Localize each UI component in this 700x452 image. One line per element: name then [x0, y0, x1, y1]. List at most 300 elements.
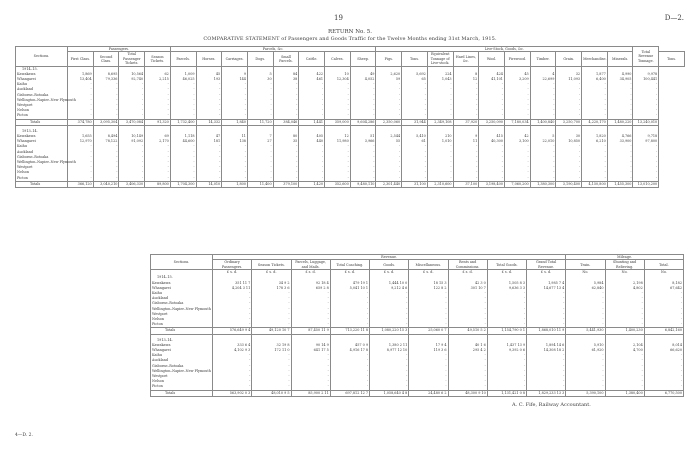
- table-cell: 41,101: [479, 77, 505, 82]
- table-cell: -: [633, 103, 659, 108]
- table-cell: 659 2 8: [291, 286, 330, 291]
- table-cell: -: [299, 108, 325, 113]
- table-cell: -: [145, 165, 171, 170]
- totals-cell: 1,480,220: [607, 119, 633, 125]
- table-cell: -: [633, 170, 659, 175]
- table-cell: -: [427, 165, 453, 170]
- table-cell: -: [68, 170, 94, 175]
- section-name: Gisborne–Rotoaka: [16, 155, 68, 160]
- table-cell: -: [582, 113, 608, 119]
- table-cell: -: [291, 353, 330, 358]
- totals-cell: 1,420: [299, 181, 325, 187]
- table-cell: -: [222, 150, 248, 155]
- table-cell: -: [370, 307, 409, 312]
- table-cell: -: [299, 170, 325, 175]
- table-cell: -: [566, 358, 605, 363]
- table-cell: -: [582, 176, 608, 182]
- table-cell: -: [582, 170, 608, 175]
- totals-cell: 6,842,160: [644, 328, 683, 334]
- table-cell: -: [427, 176, 453, 182]
- totals-cell: 48,010 9 5: [252, 390, 291, 396]
- table-cell: 2,544: [376, 134, 402, 139]
- table-cell: 4,052: [350, 77, 376, 82]
- table-cell: 9,636 3 3: [487, 286, 526, 291]
- table-cell: -: [291, 322, 330, 328]
- table-cell: -: [350, 170, 376, 175]
- table-cell: 8,977 12 10: [370, 348, 409, 353]
- table-cell: -: [504, 103, 530, 108]
- table-cell: 12: [325, 134, 351, 139]
- section-name: Picton: [16, 176, 68, 182]
- table-cell: 193: [196, 77, 222, 82]
- table-cell: -: [376, 103, 402, 108]
- table-cell: 32: [556, 72, 582, 77]
- lower-column-header: Miscellaneous.: [409, 260, 448, 270]
- table-cell: -: [222, 108, 248, 113]
- table-cell: 178 3 6: [252, 286, 291, 291]
- table-cell: -: [556, 113, 582, 119]
- table-cell: -: [427, 155, 453, 160]
- table-cell: -: [530, 170, 556, 175]
- table-cell: -: [605, 307, 644, 312]
- table-cell: -: [213, 379, 252, 384]
- table-cell: -: [504, 82, 530, 87]
- table-cell: 1,877: [582, 72, 608, 77]
- table-cell: 62,840: [566, 286, 605, 291]
- table-cell: -: [291, 369, 330, 374]
- totals-cell: 3,198,400: [479, 181, 505, 187]
- table-cell: -: [487, 291, 526, 296]
- table-cell: -: [119, 103, 145, 108]
- section-name: Gisborne–Rotoaka: [16, 93, 68, 98]
- table-cell: 22,699: [530, 77, 556, 82]
- lower-column-header: Total Goods.: [487, 260, 526, 270]
- table-cell: -: [370, 317, 409, 322]
- table-cell: -: [145, 98, 171, 103]
- totals-cell: 25,060 0 7: [409, 328, 448, 334]
- totals-cell: 9,604,286: [350, 119, 376, 125]
- totals-cell: 14,332: [196, 119, 222, 125]
- table-cell: -: [291, 364, 330, 369]
- table-cell: -: [252, 379, 291, 384]
- section-name: Whangarei: [151, 286, 213, 291]
- table-cell: -: [409, 291, 448, 296]
- table-cell: 8,182: [644, 281, 683, 286]
- table-cell: -: [196, 160, 222, 165]
- unit-cell: £ s. d.: [213, 270, 252, 276]
- table-cell: -: [427, 160, 453, 165]
- table-cell: 405: [299, 134, 325, 139]
- table-cell: -: [213, 364, 252, 369]
- lower-column-header: Train.: [566, 260, 605, 270]
- table-cell: -: [330, 353, 369, 358]
- table-cell: -: [605, 301, 644, 306]
- totals-cell: 4,220,170: [582, 119, 608, 125]
- table-cell: -: [530, 98, 556, 103]
- table-cell: -: [93, 93, 119, 98]
- table-cell: -: [376, 82, 402, 87]
- section-name: Westport: [151, 374, 213, 379]
- table-cell: -: [213, 369, 252, 374]
- table-cell: -: [556, 170, 582, 175]
- table-cell: -: [605, 358, 644, 363]
- table-cell: -: [222, 176, 248, 182]
- table-cell: -: [527, 379, 566, 384]
- table-cell: 65: [402, 77, 428, 82]
- upper-column-header: Equivalent Tonnage of Live-stock.: [427, 52, 453, 66]
- totals-cell: 48,300 9 10: [448, 390, 487, 396]
- table-cell: 2,104: [605, 343, 644, 348]
- table-cell: -: [479, 82, 505, 87]
- table-cell: -: [145, 176, 171, 182]
- table-cell: -: [68, 113, 94, 119]
- table-cell: 5,041 10 1: [330, 286, 369, 291]
- unit-cell: No.: [605, 270, 644, 276]
- table-cell: -: [350, 87, 376, 92]
- totals-cell: 3,095,304: [93, 119, 119, 125]
- table-cell: 9,718: [633, 134, 659, 139]
- table-cell: -: [527, 322, 566, 328]
- table-cell: -: [644, 364, 683, 369]
- table-cell: -: [487, 374, 526, 379]
- table-cell: -: [427, 93, 453, 98]
- table-cell: -: [222, 155, 248, 160]
- table-cell: -: [213, 358, 252, 363]
- table-cell: -: [291, 379, 330, 384]
- table-cell: -: [607, 176, 633, 182]
- table-cell: -: [350, 82, 376, 87]
- table-cell: 12,970: [68, 139, 94, 144]
- table-cell: -: [402, 98, 428, 103]
- table-cell: -: [530, 82, 556, 87]
- table-cell: 295 4 2: [448, 348, 487, 353]
- table-cell: -: [427, 170, 453, 175]
- table-cell: -: [607, 98, 633, 103]
- table-cell: -: [376, 108, 402, 113]
- table-cell: -: [247, 98, 273, 103]
- revenue-column-header-row: [151, 260, 684, 270]
- table-cell: -: [427, 144, 453, 149]
- unit-cell: £ s. d.: [487, 270, 526, 276]
- table-cell: -: [487, 369, 526, 374]
- table-cell: 61: [402, 139, 428, 144]
- table-cell: -: [93, 113, 119, 119]
- table-cell: -: [93, 170, 119, 175]
- table-cell: -: [448, 364, 487, 369]
- table-cell: -: [325, 82, 351, 87]
- upper-column-header: Dogs.: [247, 52, 273, 66]
- totals-cell: 37,920: [453, 119, 479, 125]
- table-cell: -: [273, 87, 299, 92]
- table-cell: -: [487, 364, 526, 369]
- table-cell: -: [145, 108, 171, 113]
- table-cell: -: [448, 358, 487, 363]
- table-cell: -: [527, 374, 566, 379]
- table-cell: -: [427, 103, 453, 108]
- unit-cell: £ s. d.: [409, 270, 448, 276]
- table-cell: -: [145, 103, 171, 108]
- table-cell: -: [196, 155, 222, 160]
- table-cell: -: [530, 144, 556, 149]
- table-cell: -: [566, 296, 605, 301]
- table-cell: -: [222, 93, 248, 98]
- table-cell: 224: [427, 72, 453, 77]
- table-cell: -: [582, 160, 608, 165]
- table-cell: -: [330, 312, 369, 317]
- table-cell: -: [350, 113, 376, 119]
- table-cell: 8,695: [93, 72, 119, 77]
- table-cell: -: [556, 150, 582, 155]
- table-cell: 90 14 9: [291, 343, 330, 348]
- table-cell: -: [222, 82, 248, 87]
- table-cell: -: [582, 98, 608, 103]
- totals-cell: 1,441: [299, 119, 325, 125]
- table-cell: 479 19 1: [330, 281, 369, 286]
- upper-column-header: Grain.: [556, 52, 582, 66]
- table-cell: -: [370, 291, 409, 296]
- table-cell: -: [291, 358, 330, 363]
- table-cell: -: [376, 144, 402, 149]
- table-cell: -: [607, 103, 633, 108]
- table-cell: -: [247, 165, 273, 170]
- table-cell: -: [633, 113, 659, 119]
- table-cell: 4,990: [607, 72, 633, 77]
- table-cell: 440: [299, 139, 325, 144]
- table-cell: -: [402, 155, 428, 160]
- mileage-group-header: Mileage.: [566, 255, 684, 260]
- unit-cell: £ s. d.: [252, 270, 291, 276]
- section-name: Wellington–Napier–New Plymouth: [17, 97, 76, 102]
- table-cell: -: [527, 364, 566, 369]
- totals-cell: 1,380,400: [605, 390, 644, 396]
- table-cell: -: [427, 113, 453, 119]
- table-cell: 2,198: [605, 281, 644, 286]
- section-name: Auckland: [151, 296, 213, 301]
- table-cell: -: [170, 98, 196, 103]
- table-cell: -: [427, 150, 453, 155]
- table-cell: -: [605, 374, 644, 379]
- table-cell: -: [453, 113, 479, 119]
- table-cell: -: [530, 87, 556, 92]
- table-cell: 32 19 8: [252, 343, 291, 348]
- table-cell: -: [556, 87, 582, 92]
- table-cell: -: [299, 113, 325, 119]
- table-cell: -: [527, 384, 566, 390]
- table-cell: -: [93, 82, 119, 87]
- table-cell: -: [291, 312, 330, 317]
- section-name: Kawakawa: [16, 72, 68, 77]
- table-cell: -: [213, 301, 252, 306]
- table-cell: 5: [247, 72, 273, 77]
- table-cell: -: [273, 176, 299, 182]
- totals-cell: 374,780: [68, 119, 94, 125]
- table-cell: 33,900: [607, 139, 633, 144]
- table-cell: -: [487, 312, 526, 317]
- table-cell: 1,505 8 3: [487, 281, 526, 286]
- table-cell: -: [350, 103, 376, 108]
- table-cell: -: [607, 93, 633, 98]
- table-cell: 138: [222, 139, 248, 144]
- table-cell: -: [530, 113, 556, 119]
- table-cell: -: [504, 144, 530, 149]
- section-name: Whangarei: [151, 348, 213, 353]
- table-cell: -: [68, 93, 94, 98]
- lower-column-header: Parcels, Luggage, and Mails.: [291, 260, 330, 270]
- table-cell: -: [291, 296, 330, 301]
- table-cell: -: [93, 103, 119, 108]
- table-cell: -: [409, 322, 448, 328]
- table-cell: -: [556, 93, 582, 98]
- table-cell: -: [487, 384, 526, 390]
- table-cell: 2,170: [145, 139, 171, 144]
- table-cell: -: [607, 144, 633, 149]
- table-cell: -: [605, 353, 644, 358]
- table-cell: 38: [273, 77, 299, 82]
- table-cell: 4,700: [605, 348, 644, 353]
- table-cell: -: [556, 160, 582, 165]
- table-cell: -: [222, 98, 248, 103]
- table-cell: -: [582, 108, 608, 113]
- table-cell: -: [448, 374, 487, 379]
- table-cell: -: [299, 87, 325, 92]
- table-cell: 30: [556, 134, 582, 139]
- year-label: 1914–15.: [16, 66, 68, 72]
- totals-cell: 1,380,300: [530, 181, 556, 187]
- table-cell: -: [247, 150, 273, 155]
- table-cell: -: [291, 291, 330, 296]
- table-cell: -: [527, 291, 566, 296]
- table-cell: -: [370, 312, 409, 317]
- totals-row: [151, 390, 684, 396]
- table-cell: 119 3 6: [409, 348, 448, 353]
- table-cell: -: [487, 307, 526, 312]
- totals-cell: 7,180,034: [504, 119, 530, 125]
- table-cell: -: [376, 160, 402, 165]
- table-cell: -: [605, 312, 644, 317]
- totals-cell: 352,600: [325, 181, 351, 187]
- table-cell: -: [607, 165, 633, 170]
- section-name: Kaihu: [16, 144, 68, 149]
- table-cell: -: [448, 322, 487, 328]
- table-cell: 122 8 2: [409, 286, 448, 291]
- table-cell: -: [119, 170, 145, 175]
- table-cell: 9,212 4 6: [370, 286, 409, 291]
- upper-column-header: Parcels.: [170, 52, 196, 66]
- table-cell: -: [527, 353, 566, 358]
- table-cell: -: [291, 317, 330, 322]
- totals-label: Totals: [16, 119, 68, 125]
- table-cell: -: [350, 108, 376, 113]
- totals-cell: 379,100: [273, 181, 299, 187]
- table-cell: -: [409, 384, 448, 390]
- table-cell: -: [448, 307, 487, 312]
- table-cell: -: [530, 103, 556, 108]
- table-cell: -: [145, 93, 171, 98]
- table-cell: -: [325, 108, 351, 113]
- table-cell: -: [196, 113, 222, 119]
- table-cell: -: [644, 322, 683, 328]
- table-cell: 27: [247, 139, 273, 144]
- table-cell: -: [530, 108, 556, 113]
- page-number: 19: [334, 14, 343, 22]
- table-cell: 457 0 9: [330, 343, 369, 348]
- table-cell: -: [247, 82, 273, 87]
- table-cell: -: [376, 176, 402, 182]
- table-cell: -: [566, 364, 605, 369]
- table-cell: 84: [273, 72, 299, 77]
- table-cell: -: [299, 155, 325, 160]
- table-cell: 3,966: [350, 139, 376, 144]
- table-cell: -: [222, 160, 248, 165]
- table-cell: 61,920: [566, 348, 605, 353]
- table-cell: -: [376, 165, 402, 170]
- table-cell: -: [330, 301, 369, 306]
- table-cell: -: [93, 150, 119, 155]
- table-cell: -: [448, 312, 487, 317]
- table-cell: -: [566, 322, 605, 328]
- table-cell: -: [119, 108, 145, 113]
- table-cell: -: [487, 296, 526, 301]
- table-cell: -: [145, 160, 171, 165]
- table-cell: -: [170, 176, 196, 182]
- table-cell: -: [605, 296, 644, 301]
- table-cell: 12,304: [325, 77, 351, 82]
- lower-column-header: Shunting and Relieving.: [605, 260, 644, 270]
- table-cell: -: [504, 108, 530, 113]
- table-cell: -: [325, 98, 351, 103]
- table-cell: -: [644, 312, 683, 317]
- table-cell: 100,441: [633, 77, 659, 82]
- table-cell: 641 17 5: [291, 348, 330, 353]
- table-cell: -: [556, 82, 582, 87]
- table-cell: -: [119, 93, 145, 98]
- table-cell: -: [252, 296, 291, 301]
- totals-cell: 3,406,330: [119, 181, 145, 187]
- totals-cell: 11,400: [247, 181, 273, 187]
- upper-column-header: Carriages.: [222, 52, 248, 66]
- totals-cell: 3,250,090: [479, 119, 505, 125]
- table-cell: -: [68, 108, 94, 113]
- table-cell: -: [68, 98, 94, 103]
- table-cell: -: [350, 93, 376, 98]
- table-cell: -: [196, 87, 222, 92]
- page-reference: D—2.: [664, 14, 684, 22]
- upper-column-header: Tons.: [659, 52, 685, 66]
- revenue-sections-header: Sections.: [151, 255, 213, 270]
- section-name: Kaihu: [151, 353, 213, 358]
- table-cell: -: [487, 353, 526, 358]
- table-cell: -: [222, 165, 248, 170]
- table-cell: 17 9 4: [409, 343, 448, 348]
- table-cell: -: [68, 103, 94, 108]
- table-cell: -: [325, 150, 351, 155]
- table-cell: -: [252, 317, 291, 322]
- lower-column-header: Grand Total Revenue.: [527, 260, 566, 270]
- table-cell: 4,102 9 3: [213, 348, 252, 353]
- table-cell: -: [299, 165, 325, 170]
- table-cell: -: [479, 155, 505, 160]
- table-cell: -: [409, 379, 448, 384]
- table-cell: -: [605, 384, 644, 390]
- section-name: Gisborne–Rotoaka: [151, 301, 213, 306]
- table-cell: -: [402, 170, 428, 175]
- table-cell: -: [222, 87, 248, 92]
- table-cell: -: [487, 317, 526, 322]
- table-cell: -: [453, 93, 479, 98]
- table-cell: -: [527, 312, 566, 317]
- table-cell: 55: [376, 139, 402, 144]
- table-cell: -: [376, 155, 402, 160]
